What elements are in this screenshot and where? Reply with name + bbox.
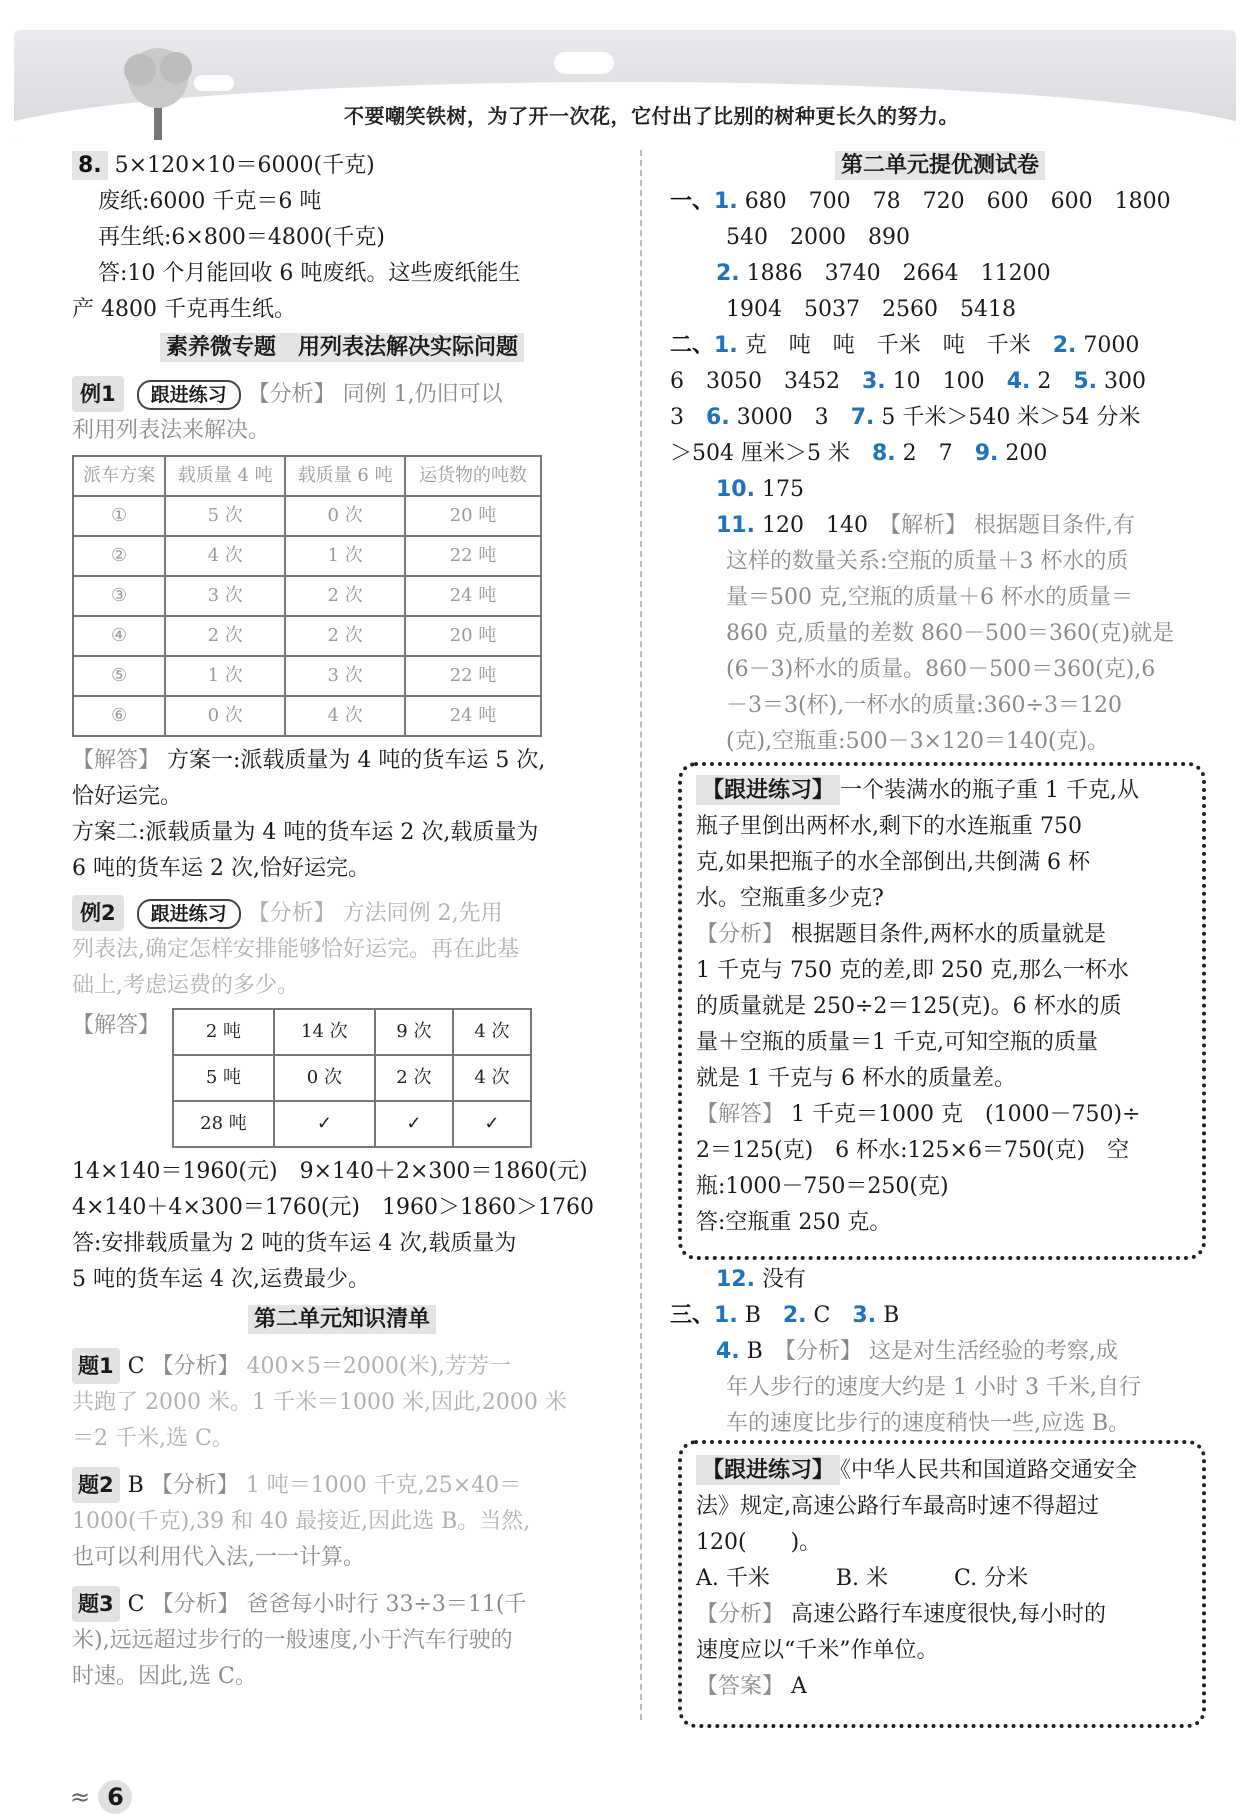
t2-text1: 1 吨＝1000 千克,25×40＝ <box>245 1473 522 1498</box>
s2-line1 <box>670 328 1210 364</box>
s1-q1-line1 <box>670 184 1210 220</box>
table-cell: 22 吨 <box>405 656 541 696</box>
ex2-calc2: 4×140＋4×300＝1760(元) 1960＞1860＞1760 <box>72 1195 594 1220</box>
table-row <box>73 616 541 656</box>
s2-q2-text: 7000 <box>1083 333 1140 358</box>
table-row <box>173 1101 531 1147</box>
box2-answer-text: A <box>791 1674 807 1699</box>
table-cell: ③ <box>73 576 165 616</box>
t2-label: 题2 <box>72 1467 120 1503</box>
s3-q1-answer: B <box>744 1303 761 1328</box>
follow-up-box-2-content <box>696 1452 1192 1705</box>
q8-line3: 再生纸:6×800＝4800(千克) <box>98 225 385 250</box>
box2-analysis-tag: 【分析】 <box>696 1602 785 1627</box>
ex2-answer-tag: 【解答】 <box>72 1013 161 1038</box>
s2-line2-text: 6 3050 3452 <box>670 369 840 394</box>
s3-q4-line1 <box>670 1334 1210 1370</box>
table-cell: 22 吨 <box>405 536 541 576</box>
s3-q4-line3: 车的速度比步行的速度稍快一些,应选 B。 <box>726 1411 1131 1436</box>
cloud-icon <box>554 52 614 74</box>
box2-analysis2: 速度应以“千米”作单位。 <box>696 1638 939 1663</box>
ex1-answer2: 恰好运完。 <box>72 784 183 809</box>
table-cell: 3 次 <box>285 656 405 696</box>
s2-q3-text: 10 100 <box>892 369 985 394</box>
table-cell: 1 次 <box>285 536 405 576</box>
table-cell: 2 次 <box>165 616 285 656</box>
s3-label: 三、 <box>670 1303 715 1328</box>
q8-line5: 产 4800 千克再生纸。 <box>72 297 296 322</box>
s2-line4-text: ＞504 厘米＞5 米 <box>670 441 850 466</box>
table-cell: 1 次 <box>165 656 285 696</box>
s2-line3 <box>670 400 1210 436</box>
ex2-label: 例2 <box>72 895 124 931</box>
s2-q9-text: 200 <box>1005 441 1048 466</box>
q8-number: 8. <box>72 151 108 180</box>
s2-q11-line4: 860 克,质量的差数 860－500＝360(克)就是 <box>726 621 1175 646</box>
s2-q11-line7: (克),空瓶重:500－3×120＝140(克)。 <box>726 729 1110 754</box>
s1-q2-line2: 1904 5037 2560 5418 <box>726 297 1016 322</box>
table-cell: ② <box>73 536 165 576</box>
ex1-answer1 <box>72 743 612 779</box>
ex2-analysis2: 列表法,确定怎样安排能够恰好运完。再在此基 <box>72 937 519 962</box>
s1-q1-text1: 680 700 78 720 600 600 1800 <box>744 189 1171 214</box>
s2-line2 <box>670 364 1210 400</box>
box1-analysis5: 就是 1 千克与 6 杯水的质量差。 <box>696 1066 1016 1091</box>
ex2-tag: 跟进练习 <box>137 899 241 929</box>
table-cell: 28 吨 <box>173 1101 274 1147</box>
s3-q1-num: 1. <box>714 1303 738 1328</box>
s2-q11-tag: 【解析】 <box>889 513 967 538</box>
table-cell: 2 吨 <box>173 1009 274 1055</box>
box2-line2: 法》规定,高速公路行车最高时速不得超过 <box>696 1494 1099 1519</box>
t2-line3: 也可以利用代入法,一一计算。 <box>72 1545 365 1570</box>
table-row <box>173 1055 531 1101</box>
table-header-cell: 派车方案 <box>73 456 165 496</box>
q12-line <box>670 1262 1210 1298</box>
t1-text1: 400×5＝2000(米),芳芳一 <box>246 1354 512 1379</box>
s2-q4-text: 2 <box>1037 369 1052 394</box>
table-cell: 14 次 <box>274 1009 375 1055</box>
box1-analysis2: 1 千克与 750 克的差,即 250 克,那么一杯水 <box>696 958 1129 983</box>
header-motto: 不要嘲笑铁树，为了开一次花，它付出了比别的树种更长久的努力。 <box>344 104 959 128</box>
t3-label: 题3 <box>72 1586 120 1622</box>
page-deco-icon: ≈ <box>70 1783 91 1811</box>
s3-q3-answer: B <box>883 1303 900 1328</box>
ex1-tag: 跟进练习 <box>137 380 241 410</box>
q8-line4: 答:10 个月能回收 6 吨废纸。这些废纸能生 <box>98 261 521 286</box>
box1-analysis3: 的质量就是 250÷2＝125(克)。6 杯水的质 <box>696 994 1122 1019</box>
table-cell: 0 次 <box>165 696 285 736</box>
s2-q6-text: 3000 3 <box>736 405 829 430</box>
s3-q4-line2: 年人步行的速度大约是 1 小时 3 千米,自行 <box>726 1375 1141 1400</box>
t1-line1 <box>72 1348 612 1385</box>
table-row <box>173 1009 531 1055</box>
box2-analysis-text1: 高速公路行车速度很快,每小时的 <box>791 1602 1107 1627</box>
s2-q11-num: 11. <box>716 513 755 538</box>
box2-line1 <box>696 1452 1192 1489</box>
topic-title-text: 素养微专题 用列表法解决实际问题 <box>160 333 524 362</box>
box2-options: A. 千米 B. 米 C. 分米 <box>696 1566 1029 1591</box>
s2-q1-num: 1. <box>714 333 738 358</box>
s2-q9-num: 9. <box>974 441 999 466</box>
s3-q4-text1: 这是对生活经验的考察,成 <box>868 1339 1118 1364</box>
s2-q1-text: 克 吨 吨 千米 吨 千米 <box>744 333 1031 358</box>
table-cell: 9 次 <box>375 1009 453 1055</box>
t3-answer: C <box>127 1592 145 1617</box>
ex1-answer-tag: 【解答】 <box>72 748 161 773</box>
ex2-analysis1: 方法同例 2,先用 <box>342 901 503 926</box>
box2-analysis1 <box>696 1597 1192 1633</box>
s2-q10-text: 175 <box>761 477 804 502</box>
box1-solution-text1: 1 千克＝1000 克 (1000－750)÷ <box>791 1102 1141 1127</box>
table-cell: 0 次 <box>285 496 405 536</box>
s2-q5-text: 300 <box>1104 369 1147 394</box>
q12-num: 12. <box>716 1267 755 1292</box>
t3-line3: 时速。因此,选 C。 <box>72 1664 257 1689</box>
s2-q11-line3: 量＝500 克,空瓶的质量＋6 杯水的质量＝ <box>726 585 1133 610</box>
s3-q4-answer: B <box>746 1339 763 1364</box>
checklist-title-text: 第二单元知识清单 <box>248 1305 436 1334</box>
t3-line2: 米),远远超过步行的一般速度,小于汽车行驶的 <box>72 1628 513 1653</box>
s2-line5 <box>670 472 1210 508</box>
left-column <box>72 148 612 1695</box>
s2-q2-num: 2. <box>1052 333 1077 358</box>
box2-answer-tag: 【答案】 <box>696 1674 785 1699</box>
table-row <box>73 576 541 616</box>
follow-up-box-1-content <box>696 772 1192 1241</box>
table-cell: 20 吨 <box>405 496 541 536</box>
s3-q3-num: 3. <box>852 1303 877 1328</box>
s1-q2-num: 2. <box>716 261 740 286</box>
t1-line2: 共跑了 2000 米。1 千米＝1000 米,因此,2000 米 <box>72 1390 567 1415</box>
ex2-answer-block <box>72 1008 612 1148</box>
ex1-answer4: 6 吨的货车运 2 次,恰好运完。 <box>72 856 370 881</box>
ex1-answer3: 方案二:派载质量为 4 吨的货车运 2 次,载质量为 <box>72 820 539 845</box>
box1-solution1 <box>696 1097 1192 1133</box>
page-number <box>70 1780 132 1814</box>
t2-tag: 【分析】 <box>150 1473 239 1498</box>
s1-q1-line2: 540 2000 890 <box>726 225 910 250</box>
box1-line2: 瓶子里倒出两杯水,剩下的水连瓶重 750 <box>696 814 1082 839</box>
box1-line3: 克,如果把瓶子的水全部倒出,共倒满 6 杯 <box>696 850 1090 875</box>
q12-answer: 没有 <box>761 1267 806 1292</box>
box1-solution3: 瓶:1000－750＝250(克) <box>696 1174 949 1199</box>
box1-text1: 一个装满水的瓶子重 1 千克,从 <box>840 778 1139 803</box>
s2-q3-num: 3. <box>862 369 886 394</box>
s2-q8-num: 8. <box>872 441 896 466</box>
s2-line3-text: 3 <box>670 405 684 430</box>
table-cell: 24 吨 <box>405 696 541 736</box>
s2-q6-num: 6. <box>706 405 730 430</box>
s2-q7-text: 5 千米＞540 米＞54 分米 <box>881 405 1141 430</box>
table-header-cell: 载质量 4 吨 <box>165 456 285 496</box>
table-row <box>73 656 541 696</box>
t1-answer: C <box>127 1354 145 1379</box>
box2-line3: 120( )。 <box>696 1530 822 1555</box>
t3-tag: 【分析】 <box>151 1592 240 1617</box>
s2-q4-num: 4. <box>1006 369 1031 394</box>
s2-q5-num: 5. <box>1073 369 1098 394</box>
ex2-analysis3: 础上,考虑运费的多少。 <box>72 973 299 998</box>
box1-analysis-tag: 【分析】 <box>696 922 785 947</box>
box1-line1 <box>696 772 1192 809</box>
s3-q2-num: 2. <box>782 1303 807 1328</box>
table-cell: 4 次 <box>453 1055 531 1101</box>
table-cell: 2 次 <box>285 576 405 616</box>
table-cell: 20 吨 <box>405 616 541 656</box>
s2-q11-line2: 这样的数量关系:空瓶的质量＋3 杯水的质 <box>726 549 1129 574</box>
right-title-text: 第二单元提优测试卷 <box>835 151 1045 180</box>
s1-q2-text1: 1886 3740 2664 11200 <box>746 261 1051 286</box>
table-cell: 24 吨 <box>405 576 541 616</box>
page-number-badge: 6 <box>98 1780 132 1814</box>
q8-line2: 废纸:6000 千克＝6 吨 <box>98 189 322 214</box>
table-cell: 3 次 <box>165 576 285 616</box>
t1-label: 题1 <box>72 1348 120 1384</box>
ex2-analysis-tag: 【分析】 <box>247 901 336 926</box>
ex1-table <box>72 455 542 737</box>
topic-title <box>72 330 612 366</box>
table-cell: 2 次 <box>375 1055 453 1101</box>
box1-analysis1 <box>696 917 1192 953</box>
table-cell: 4 次 <box>165 536 285 576</box>
s3-line1 <box>670 1298 1210 1334</box>
box1-tag: 【跟进练习】 <box>696 775 840 805</box>
box1-analysis-text1: 根据题目条件,两杯水的质量就是 <box>791 922 1107 947</box>
t1-tag: 【分析】 <box>151 1354 240 1379</box>
s1-q1-num: 1. <box>714 189 738 214</box>
s1-label: 一、 <box>670 189 715 214</box>
table-cell: 5 次 <box>165 496 285 536</box>
s2-label: 二、 <box>670 333 715 358</box>
table-header-cell: 载质量 6 吨 <box>285 456 405 496</box>
checklist-title <box>72 1302 612 1338</box>
table-cell: ⑤ <box>73 656 165 696</box>
header-banner <box>14 30 1236 142</box>
table-cell: 4 次 <box>285 696 405 736</box>
table-cell: 5 吨 <box>173 1055 274 1101</box>
box1-solution-tag: 【解答】 <box>696 1102 785 1127</box>
column-divider <box>640 150 642 1720</box>
ex2-conc1: 答:安排载质量为 2 吨的货车运 4 次,载质量为 <box>72 1231 517 1256</box>
box1-analysis4: 量＋空瓶的质量＝1 千克,可知空瓶的质量 <box>696 1030 1098 1055</box>
ex2-conc2: 5 吨的货车运 4 次,运费最少。 <box>72 1267 370 1292</box>
table-cell: ✓ <box>274 1101 375 1147</box>
ex2-calc1: 14×140＝1960(元) 9×140＋2×300＝1860(元) <box>72 1159 588 1184</box>
s3-q2-answer: C <box>813 1303 831 1328</box>
table-row <box>73 696 541 736</box>
s2-q11-line6: －3＝3(杯),一杯水的质量:360÷3＝120 <box>726 693 1122 718</box>
s2-q11-answer: 120 140 <box>761 513 868 538</box>
right-column <box>670 148 1210 760</box>
t1-line3: ＝2 千米,选 C。 <box>72 1426 234 1451</box>
cloud-icon <box>194 75 234 91</box>
table-header-row <box>73 456 541 496</box>
box1-solution2: 2＝125(克) 6 杯水:125×6＝750(克) 空 <box>696 1138 1130 1163</box>
s2-q10-num: 10. <box>716 477 755 502</box>
right-column-lower <box>670 1262 1210 1442</box>
follow-up-box-2 <box>678 1440 1206 1728</box>
table-row <box>73 496 541 536</box>
box1-line4: 水。空瓶重多少克? <box>696 886 884 911</box>
s3-q4-num: 4. <box>716 1339 740 1364</box>
s2-q8-text: 2 7 <box>902 441 953 466</box>
t3-line1 <box>72 1586 612 1623</box>
box2-answer <box>696 1669 1192 1705</box>
table-cell: 2 次 <box>285 616 405 656</box>
s3-q4-tag: 【分析】 <box>784 1339 862 1364</box>
ex1-header <box>72 376 612 413</box>
ex1-analysis-tag: 【分析】 <box>247 382 336 407</box>
t2-line1 <box>72 1467 612 1504</box>
table-row <box>73 536 541 576</box>
box2-tag: 【跟进练习】 <box>696 1455 840 1485</box>
ex2-header <box>72 895 612 932</box>
box1-solution4: 答:空瓶重 250 克。 <box>696 1210 892 1235</box>
q8-line1 <box>72 148 612 184</box>
s1-q2-line1 <box>670 256 1210 292</box>
s2-q11-line1 <box>670 508 1210 544</box>
s2-q11-text1: 根据题目条件,有 <box>974 513 1135 538</box>
table-cell: ④ <box>73 616 165 656</box>
table-header-cell: 运货物的吨数 <box>405 456 541 496</box>
t2-line2: 1000(千克),39 和 40 最接近,因此选 B。当然, <box>72 1509 531 1534</box>
right-title <box>670 148 1210 184</box>
s2-q7-num: 7. <box>850 405 875 430</box>
ex1-analysis2: 利用列表法来解决。 <box>72 418 271 443</box>
table-cell: ⑥ <box>73 696 165 736</box>
ex1-answer1-text: 方案一:派载质量为 4 吨的货车运 5 次, <box>167 748 546 773</box>
t2-answer: B <box>127 1473 144 1498</box>
table-cell: ✓ <box>375 1101 453 1147</box>
table-cell: ✓ <box>453 1101 531 1147</box>
table-cell: ① <box>73 496 165 536</box>
q8-text: 5×120×10＝6000(千克) <box>114 153 375 178</box>
table-cell: 4 次 <box>453 1009 531 1055</box>
s2-q11-line5: (6－3)杯水的质量。860－500＝360(克),6 <box>726 657 1156 682</box>
ex2-table <box>172 1008 532 1148</box>
table-cell: 0 次 <box>274 1055 375 1101</box>
s2-line4 <box>670 436 1210 472</box>
follow-up-box-1 <box>678 762 1206 1260</box>
t3-text1: 爸爸每小时行 33÷3＝11(千 <box>246 1592 527 1617</box>
ex1-label: 例1 <box>72 376 124 412</box>
ex1-analysis1: 同例 1,仍旧可以 <box>342 382 503 407</box>
box2-text1: 《中华人民共和国道路交通安全 <box>840 1458 1138 1483</box>
